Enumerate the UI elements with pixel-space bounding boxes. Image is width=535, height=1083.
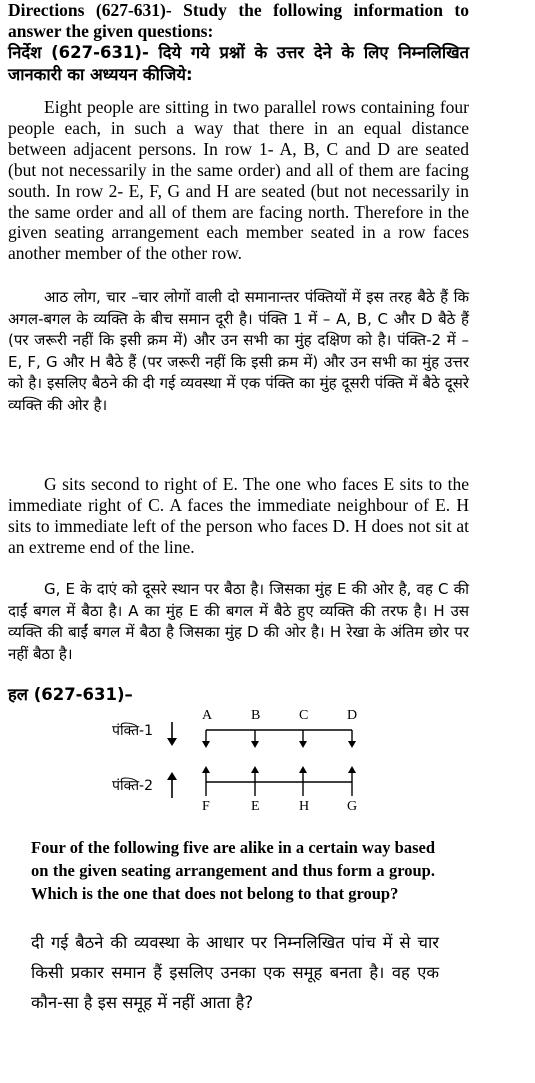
row1-seat-3 xyxy=(299,708,308,748)
passage1-english: Eight people are sitting in two parallel rows containing four people each, in such a way that there in an equal distance between adjacent persons. In row 1- A, B, C and D are seated (but not necessarily in the same order) and all of them are facing south. In row 2- E, F, G and H are seated (but not necessarily in the same order and all of them are facing north. Therefore in the given seating arrangement each member seated in a row faces another member of the other row. xyxy=(8,97,469,264)
row2-person-2: E xyxy=(251,799,260,814)
arrow-down-icon xyxy=(348,741,356,748)
seating-diagram xyxy=(100,706,380,816)
row2-person-3: H xyxy=(299,799,310,814)
row2-person-4: G xyxy=(347,799,358,814)
row2-person-1: F xyxy=(202,799,210,814)
row1-label: पंक्ति-1 xyxy=(112,723,154,739)
arrow-down-icon xyxy=(299,741,307,748)
arrow-up-icon xyxy=(299,766,307,773)
row2-seat-2 xyxy=(251,766,260,814)
passage2-english: G sits second to right of E. The one who faces E sits to the immediate right of C. A faces the immediate neighbour of E. H sits to immediate left of the person who faces D. H does not sit at an extreme end of the line. xyxy=(8,474,469,557)
row2-seat-3 xyxy=(299,766,309,814)
row1-person-2: B xyxy=(251,708,261,723)
directions-english: Directions (627-631)- Study the following information to answer the given questions: xyxy=(8,0,469,41)
solution-label: हल (627-631)– xyxy=(8,685,133,704)
passage2-hindi: G, E के दाएं को दूसरे स्थान पर बैठा है। जिसका मुंह E की ओर है, वह C की दाईं बगल में बैठा है। A का मुंह E की बगल में बैठे हुए व्यक्ति की तरफ है। H उस व्यक्ति की बाईं बगल में बैठा है जिसका मुंह D की ओर है। H रेखा के अंतिम छोर पर नहीं बैठा है। xyxy=(8,580,469,663)
question-hindi: दी गई बैठने की व्यवस्था के आधार पर निम्नलिखित पांच में से चार किसी प्रकार समान हैं इसलिए उनका एक समूह बनता है। वह एक कौन-सा है इस समूह में नहीं आता है? xyxy=(31,933,439,1012)
arrow-up-icon xyxy=(251,766,259,773)
row1-person-3: C xyxy=(299,708,309,723)
arrow-up-icon xyxy=(348,766,356,773)
arrow-up-icon xyxy=(202,766,210,773)
row1-person-1: A xyxy=(202,708,213,723)
row1-person-4: D xyxy=(347,708,358,723)
arrow-down-icon xyxy=(202,741,210,748)
row2-direction-up-icon xyxy=(167,772,177,798)
passage1-hindi: आठ लोग, चार –चार लोगों वाली दो समानान्तर पंक्तियों में इस तरह बैठे हैं कि अगल-बगल के व्यक्ति के बीच समान दूरी है। पंक्ति 1 में – A, B, C और D बैठे हैं (पर जरूरी नहीं कि इसी क्रम में) और उन सभी का मुंह दक्षिण को है। पंक्ति-2 में – E, F, G और H बैठे हैं (पर जरूरी नहीं कि इसी क्रम में) और उन सभी का मुंह उत्तर को है। इसलिए बैठने की दी गई व्यवस्था में एक पंक्ति का मुंह दूसरी पंक्ति में बैठे दूसरे व्यक्ति की ओर है। xyxy=(8,288,469,414)
row2-seat-4 xyxy=(347,766,357,814)
directions-hindi: निर्देश (627-631)- दिये गये प्रश्नों के उत्तर देने के लिए निम्नलिखित जानकारी का अध्ययन कीजिये: xyxy=(8,43,469,84)
row1-seat-1 xyxy=(202,708,213,748)
row1-direction-down-icon xyxy=(167,722,177,746)
row1-seat-2 xyxy=(251,708,260,748)
row2-label: पंक्ति-2 xyxy=(112,778,154,794)
row1-seat-4 xyxy=(347,708,357,748)
row2-seat-1 xyxy=(202,766,210,814)
arrow-down-icon xyxy=(251,741,259,748)
question-english: Four of the following five are alike in a certain way based on the given seating arrangement and thus form a group. Which is the one that does not belong to that group? xyxy=(31,838,435,903)
